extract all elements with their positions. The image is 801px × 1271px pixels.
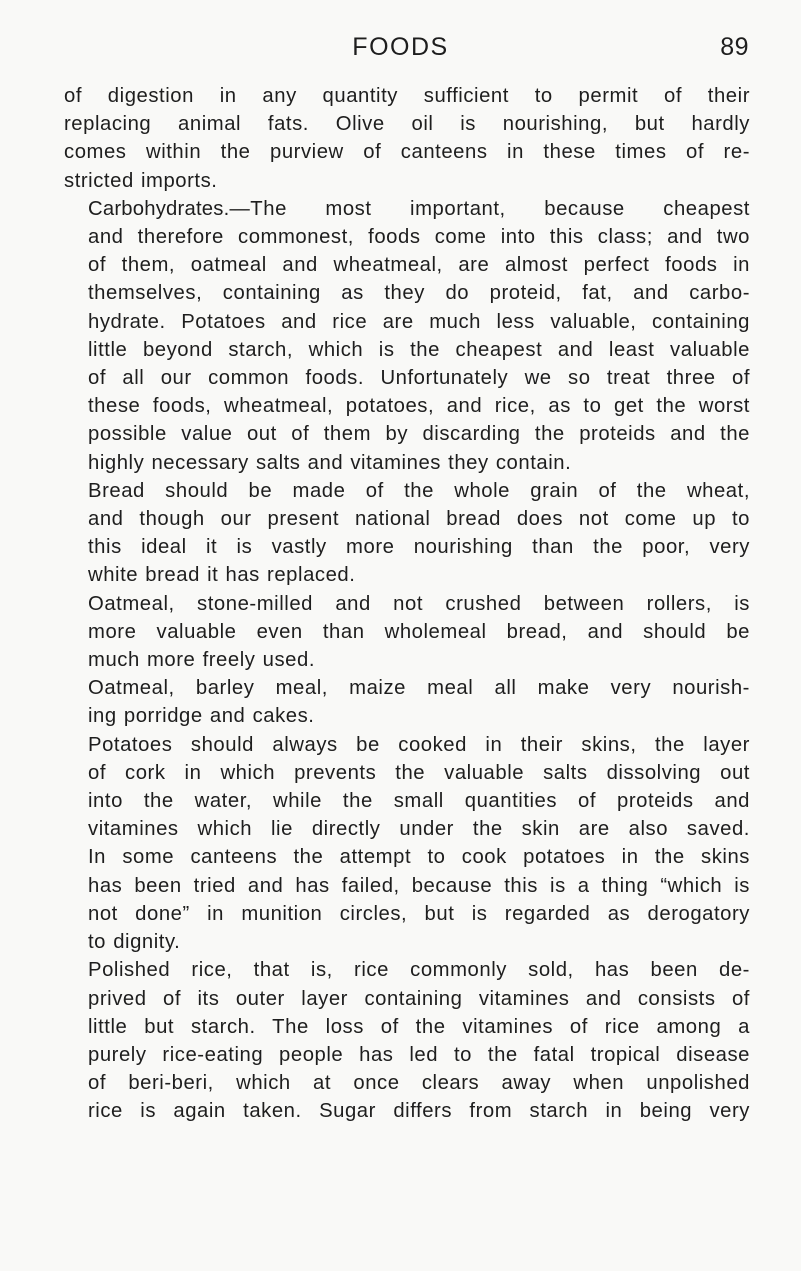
text-line: replacing animal fats. Olive oil is nourishing, but hardly [64, 113, 750, 136]
text-line: of beri-beri, which at once clears away when unpolished [88, 1072, 750, 1095]
text-line: little beyond starch, which is the cheapest and least valuable [88, 338, 750, 361]
text-line: vitamines which lie directly under the skin are also saved. [88, 818, 750, 841]
text-line: into the water, while the small quantities of proteids and [88, 790, 750, 813]
text-line: white bread it has replaced. [88, 564, 356, 587]
text-line: rice is again taken. Sugar differs from starch in being very [88, 1100, 750, 1123]
text-line: Oatmeal, barley meal, maize meal all make very nourish- [88, 677, 750, 700]
text-line: stricted imports. [64, 169, 218, 192]
body-text [64, 82, 750, 1126]
paragraph [64, 590, 750, 675]
text-line: more valuable even than wholemeal bread, and should be [88, 620, 750, 643]
text-line: Potatoes should always be cooked in their skins, the layer [88, 733, 750, 756]
paragraph [64, 195, 750, 477]
running-head [0, 33, 801, 63]
page-number: 89 [720, 33, 749, 61]
text-line: comes within the purview of canteens in these times of re- [64, 141, 750, 164]
text-line: possible value out of them by discarding the proteids and the [88, 423, 750, 446]
text-line: these foods, wheatmeal, potatoes, and rice, as to get the worst [88, 395, 750, 418]
text-line: this ideal it is vastly more nourishing than the poor, very [88, 536, 750, 559]
text-line: In some canteens the attempt to cook potatoes in the skins [88, 846, 750, 869]
paragraph [64, 674, 750, 730]
text-line: of them, oatmeal and wheatmeal, are almost perfect foods in [88, 254, 750, 277]
text-line: of cork in which prevents the valuable salts dissolving out [88, 761, 750, 784]
text-line: to dignity. [88, 931, 181, 954]
text-line: ing porridge and cakes. [88, 705, 315, 728]
text-line: of all our common foods. Unfortunately we so treat three of [88, 367, 750, 390]
text-line: and therefore commonest, foods come into this class; and two [88, 226, 750, 249]
paragraph [64, 956, 750, 1125]
text-line: Oatmeal, stone-milled and not crushed between rollers, is [88, 592, 750, 615]
text-line: Bread should be made of the whole grain of the wheat, [88, 479, 750, 502]
text-line: not done” in munition circles, but is regarded as derogatory [88, 902, 750, 925]
paragraph [64, 477, 750, 590]
section-heading: Carbohydrates. [88, 197, 230, 220]
text-line: hydrate. Potatoes and rice are much less valuable, containing [88, 310, 750, 333]
paragraph [64, 731, 750, 957]
text-line: Carbohydrates.—The most important, because cheapest [88, 197, 750, 220]
text-line: prived of its outer layer containing vitamines and consists of [88, 987, 750, 1010]
paragraph [64, 82, 750, 195]
text-line: themselves, containing as they do proteid, fat, and carbo- [88, 282, 750, 305]
text-line: little but starch. The loss of the vitamines of rice among a [88, 1015, 750, 1038]
text-line: purely rice-eating people has led to the fatal tropical disease [88, 1043, 750, 1066]
text-line: much more freely used. [88, 649, 316, 672]
chapter-title: FOODS [352, 33, 449, 61]
text-line: highly necessary salts and vitamines they contain. [88, 451, 572, 474]
text-line: and though our present national bread does not come up to [88, 508, 750, 531]
text-line: has been tried and has failed, because this is a thing “which is [88, 874, 750, 897]
text-line: of digestion in any quantity sufficient to permit of their [64, 85, 750, 107]
text-line: Polished rice, that is, rice commonly sold, has been de- [88, 959, 750, 982]
